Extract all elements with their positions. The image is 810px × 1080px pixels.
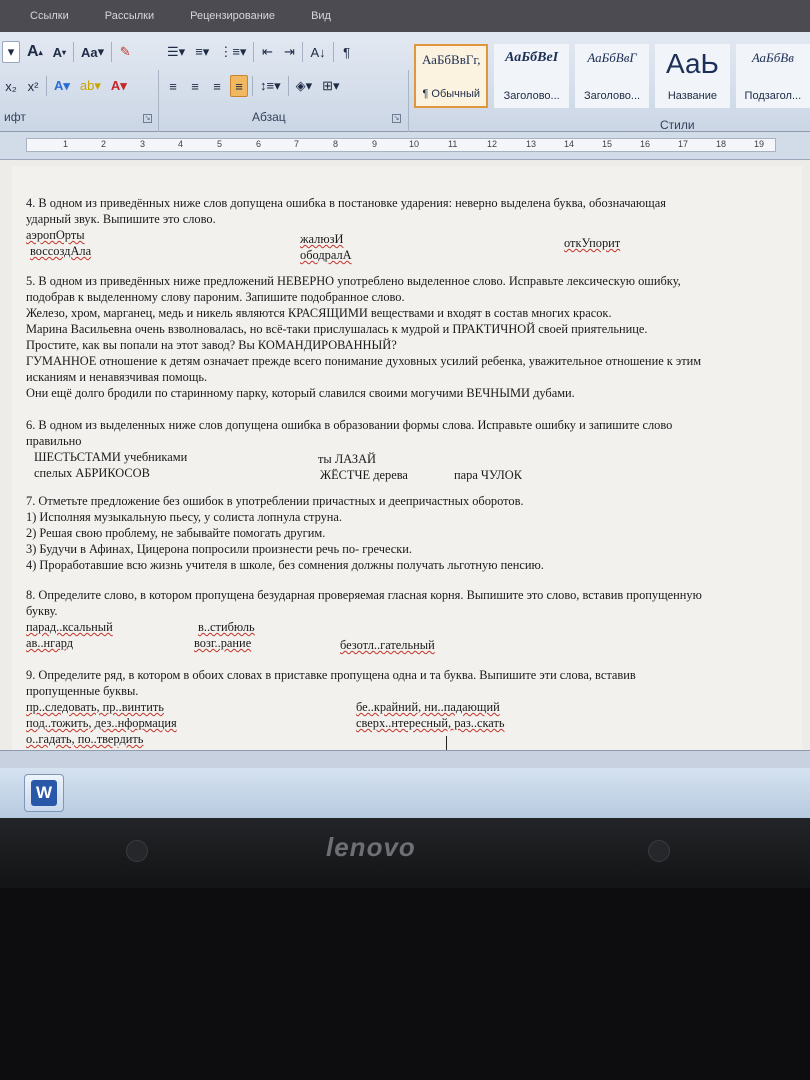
multilevel-icon[interactable]: ⋮≡▾ [219,44,247,59]
style-sample: АаБбВеI [505,50,559,65]
document-page[interactable] [12,166,802,750]
q8-text: 8. Определите слово, в котором пропущена безударная проверяемая гласная корня. Выпишите это слово, вставив пропущенную [26,588,702,602]
font-size-dropdown[interactable]: ▾ [2,41,20,63]
q8-word: безотл..гательный [340,638,435,652]
q4-word: ободралА [300,248,352,262]
q9-text: 9. Определите ряд, в котором в обоих словах в приставке пропущена одна и та буква. Выпишите эти слова, вставив [26,668,636,682]
pilcrow-icon[interactable]: ¶ [343,44,351,60]
change-case-icon[interactable]: Aa ▾ [80,44,105,60]
align-right-icon[interactable]: ≡ [213,78,221,94]
ruler-number: 2 [101,139,107,149]
increase-indent-icon[interactable]: ⇥ [283,44,295,59]
style-normal[interactable] [414,44,488,108]
q6-word: пара ЧУЛОК [454,468,522,482]
q4-word: жалюзИ [300,232,344,246]
laptop-bezel [0,818,810,1080]
q7-option: 1) Исполняя музыкальную пьесу, у солиста лопнула струна. [26,510,343,524]
style-sample: АаБбВвГ [587,50,637,65]
q5-sentence: Они ещё долго бродили по старинному парку, который славился своими могучими ВЕЧНЫМИ дубами. [26,386,575,400]
style-name: Заголово... [584,90,641,102]
ruler-number: 3 [140,139,146,149]
q4-word: аэропОрты [26,228,85,242]
style-name: Подзагол... [744,90,802,102]
q4-word: откУпорит [564,236,621,250]
q9-word: пр..следовать, пр..винтить [26,700,164,714]
style-sample: АаБбВвГг, [421,52,481,67]
ruler-number: 16 [640,139,651,149]
style-name: ¶ Обычный [422,88,481,100]
q5-text: подобрав к выделенному слову пароним. Запишите подобранное слово. [26,290,405,304]
q8-text: букву. [26,604,58,618]
subscript-icon[interactable]: x₂ [5,78,17,94]
grow-font-icon[interactable]: A ▴ [27,43,43,60]
borders-icon[interactable]: ⊞▾ [322,78,340,93]
q8-word: возг..рание [194,636,252,650]
align-center-icon[interactable]: ≡ [191,78,199,94]
separator [333,42,334,62]
separator [252,76,253,96]
ruler-track [26,138,776,152]
ribbon [0,32,810,132]
ruler-number: 7 [294,139,300,149]
q6-text: 6. В одном из выделенных ниже слов допущена ошибка в образовании формы слова. Исправьте ошибку и запишите слово [26,418,673,432]
ruler-number: 8 [333,139,339,149]
brand-logo: lenovo [326,832,416,862]
style-heading2[interactable] [575,44,649,108]
q9-word: сверх..нтересный, раз..скать [356,716,505,730]
separator [73,42,74,62]
word-app-icon: W [31,780,57,806]
tab-references[interactable]: Ссылки [30,10,69,22]
q8-word: в..стибюль [198,620,255,634]
q7-option: 3) Будучи в Афинах, Цицерона попросили произнести речь по- гречески. [26,542,413,556]
style-sample: АаБбВв [751,50,794,65]
ruler-number: 10 [409,139,420,149]
ruler-number: 19 [754,139,765,149]
font-dialog-launcher-icon[interactable]: ↘ [144,115,151,122]
styles-group-label: Стили [660,118,695,132]
ruler-number: 5 [217,139,223,149]
shrink-font-icon[interactable]: A ▾ [52,44,66,60]
ruler-number: 17 [678,139,689,149]
ruler-number: 9 [372,139,378,149]
paragraph-toolbar-row2 [164,74,343,98]
q7-option: 4) Проработавшие всю жизнь учителя в школе, без сомнения должны получать льготную пенсию. [26,558,544,572]
q6-text: правильно [26,434,82,448]
style-name: Название [667,90,718,102]
horizontal-ruler[interactable] [0,132,810,160]
q4-text: 4. В одном из приведённых ниже слов допущена ошибка в постановке ударения: неверно выделена буква, обозначающая [26,196,666,210]
ruler-number: 14 [564,139,575,149]
style-subtitle[interactable] [736,44,810,108]
q7-text: 7. Отметьте предложение без ошибок в употреблении причастных и деепричастных оборотов. [26,494,524,508]
shading-icon[interactable]: ◈▾ [295,78,313,93]
font-toolbar-row1 [2,40,134,64]
q6-word: ЖЁСТЧЕ дерева [320,468,408,482]
paragraph-group-label: Абзац [252,110,286,124]
q9-word: о..гадать, по..твердить [26,732,144,746]
tab-mailings[interactable]: Рассылки [104,10,155,22]
q5-sentence: ГУМАННОЕ отношение к детям означает прежде всего понимание духовных усилий ребенка, уважительное отношение к этим [26,354,702,368]
style-heading1[interactable] [494,44,568,108]
separator [253,42,254,62]
ruler-number: 11 [448,139,458,149]
taskbar-word-button[interactable] [24,774,64,812]
ruler-number: 4 [178,139,184,149]
q6-word: ШЕСТЬСТАМИ учебниками [34,450,188,464]
separator [302,42,303,62]
q9-word: бе..крайний, ни..падающий [356,700,500,714]
taskbar [0,768,810,818]
q9-word: под..тожить, дез..нформация [26,716,177,730]
paragraph-toolbar-row1 [164,40,356,64]
separator [288,76,289,96]
style-sample: АаЬ [665,48,719,79]
bullets-icon[interactable]: ☰▾ [167,44,186,59]
line-spacing-icon[interactable]: ↕≡▾ [260,78,281,93]
q4-text: ударный звук. Выпишите это слово. [26,212,216,226]
q7-option: 2) Решая свою проблему, не забывайте помогать другим. [26,526,326,540]
font-color-icon[interactable]: A▾ [110,78,127,93]
separator [111,42,112,62]
font-toolbar-row2 [2,74,130,98]
numbering-icon[interactable]: ≡▾ [195,44,210,59]
ribbon-tabs [0,0,810,32]
decrease-indent-icon[interactable]: ⇤ [261,44,273,59]
font-group-label: ифт [4,110,26,124]
tab-review[interactable]: Рецензирование [190,10,276,22]
superscript-icon[interactable]: x² [27,78,39,94]
separator [46,76,47,96]
tab-view[interactable]: Вид [311,10,331,22]
bezel-dot [648,840,670,862]
ruler-number: 15 [602,139,613,149]
bezel-dot [126,840,148,862]
align-left-icon[interactable]: ≡ [169,78,177,94]
q9-text: пропущенные буквы. [26,684,139,698]
document-area[interactable] [0,160,810,750]
q5-sentence: Простите, как вы попали на этот завод? Вы КОМАНДИРОВАННЫЙ? [26,338,397,352]
justify-icon[interactable]: ≡ [230,75,248,97]
keyboard-area [0,888,810,1080]
q8-word: парад..ксальный [26,620,113,634]
highlight-icon[interactable]: ab▾ [79,78,101,93]
text-effects-icon[interactable]: A▾ [54,78,70,93]
style-name: Заголово... [503,90,560,102]
q6-word: ты ЛАЗАЙ [318,452,376,466]
style-title[interactable] [655,44,729,108]
q5-sentence: исканиям и ненавязчивая помощь. [26,370,208,384]
ruler-number: 1 [63,139,69,149]
ruler-number: 12 [487,139,498,149]
ruler-number: 13 [526,139,537,149]
q4-word: воссоздАла [30,244,92,258]
paragraph-dialog-launcher-icon[interactable]: ↘ [393,115,400,122]
ruler-number: 18 [716,139,727,149]
status-bar [0,750,810,768]
clear-format-icon[interactable]: ✎ [119,44,131,59]
sort-icon[interactable]: A↓ [310,44,326,60]
q5-sentence: Железо, хром, марганец, медь и никель являются КРАСЯЩИМИ веществами и входят в состав многих красок. [26,306,612,320]
q5-text: 5. В одном из приведённых ниже предложений НЕВЕРНО употреблено выделенное слово. Исправьте лексическую ошибку, [26,274,681,288]
styles-gallery [414,44,810,112]
q8-word: ав..нгард [26,636,74,650]
q6-word: спелых АБРИКОСОВ [34,466,150,480]
bezel-top [0,818,810,878]
q5-sentence: Марина Васильевна очень взволновалась, но всё-таки прислушалась к мудрой и ПРАКТИЧНОЙ своей приятельнице. [26,322,648,336]
ruler-number: 6 [256,139,262,149]
